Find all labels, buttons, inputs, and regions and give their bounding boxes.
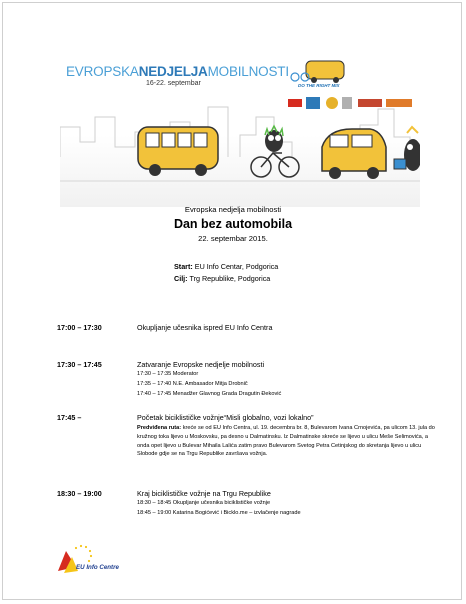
event-title: Dan bez automobila xyxy=(173,217,293,231)
eu-info-centre-logo xyxy=(56,543,146,577)
schedule-subitem: 17:40 – 17:45 Menadžer Glavnog Grada Dragutin Đeković xyxy=(137,391,282,397)
footer-logo-text: EU Info Centre xyxy=(76,564,119,571)
schedule-time: 18:30 – 19:00 xyxy=(57,489,102,498)
schedule-title: Okupljanje učesnika ispred EU Info Centra xyxy=(137,323,273,332)
schedule-subitem: 18:30 – 18:45 Okupljanje učesnika biciklističke vožnje xyxy=(137,500,271,506)
schedule-title: Kraj biciklističke vožnje na Trgu Republike xyxy=(137,489,271,498)
schedule-time: 17:30 – 17:45 xyxy=(57,360,102,369)
pedestrian-illustration xyxy=(394,127,420,171)
schedule-subitem: 18:45 – 19:00 Katarina Bogićević i Bicklo.me – izvlačenje nagrade xyxy=(137,510,301,516)
banner-dates: 16-22. septembar xyxy=(146,80,201,87)
route-end: Cilj: Trg Republike, Podgorica xyxy=(174,274,271,283)
banner-slogan: DO THE RIGHT MIX xyxy=(298,83,340,88)
sponsor-logos xyxy=(288,97,412,109)
schedule-time: 17:00 – 17:30 xyxy=(57,323,102,332)
schedule-subitem: 17:30 – 17:35 Moderator xyxy=(137,371,199,377)
event-date: 22. septembar 2015. xyxy=(198,234,268,243)
schedule-subitem: 17:35 – 17:40 N.E. Ambasador Mitja Drobnič xyxy=(137,381,248,387)
route-start: Start: EU Info Centar, Podgorica xyxy=(174,262,279,271)
taxi-illustration xyxy=(322,129,386,179)
schedule-title: Zatvaranje Evropske nedjelje mobilnosti xyxy=(137,360,265,369)
bus-illustration xyxy=(138,127,218,176)
banner-title: EVROPSKANEDJELJAMOBILNOSTI xyxy=(66,64,289,79)
mix-logo-illustration xyxy=(291,61,344,83)
schedule-time: 17:45 – xyxy=(57,413,82,422)
route-description: Predviđena ruta: kreće se od EU Info Centra, ul. 19. decembra br. 8, Bulevarom Ivana Crnojevića, pa ulicom 13. jula do kružnog toka lijevo u Moskovsku, pa desno u Dalmatinsku. Iz Dalmatinske skreće se lijevo u ulicu Meše Selimovića, a onda opet lijevo u Bulevar Mihaila Lalića zatim pravo Bulevarom Svetog Petra Cetinjskog do skretanja lijevo u ulicu Slobode gdje se na Trgu Republike završava vožnja. xyxy=(137,425,435,458)
event-subtitle: Evropska nedjelja mobilnosti xyxy=(184,205,282,214)
event-banner xyxy=(60,47,420,207)
schedule-title: Početak biciklističke vožnje“Misli globalno, vozi lokalno” xyxy=(137,413,314,422)
